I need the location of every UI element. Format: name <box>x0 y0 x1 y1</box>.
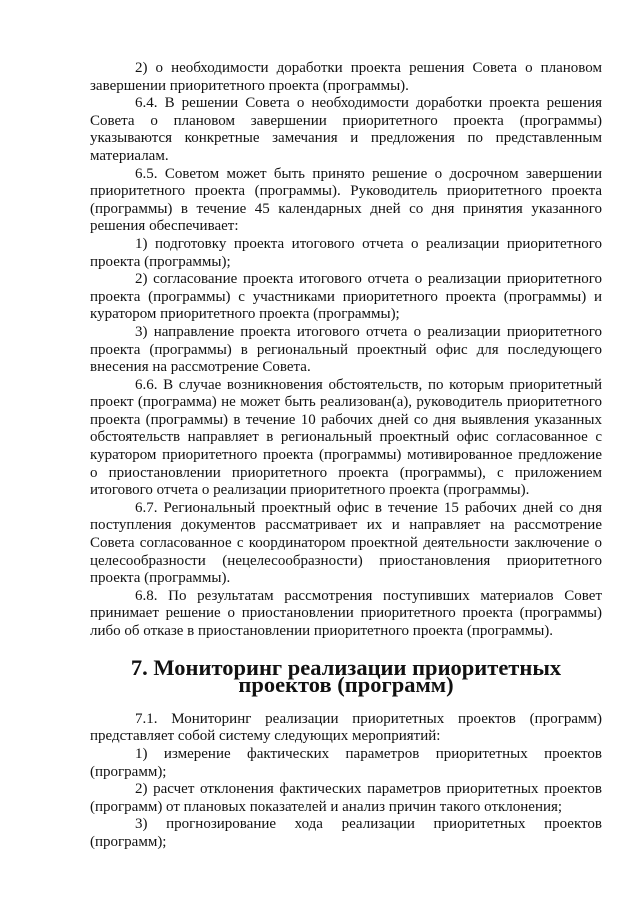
paragraph-7-1: 7.1. Мониторинг реализации приоритетных проектов (программ) представляет собой систему следующих мероприятий: <box>90 710 602 745</box>
paragraph-6-6: 6.6. В случае возникновения обстоятельств, по которым приоритетный проект (программа) не может быть реализован(а), руководитель приоритетного проекта (программы) в течение 10 рабочих дней со дня выявления указанных обстоятельств направляет в региональный проектный офис согласованное с куратором приоритетного проекта (программы) мотивированное предложение о приостановлении приоритетного проекта (программы), с приложением итогового отчета о реализации приоритетного проекта (программы). <box>90 376 602 499</box>
section-heading: 7. Мониторинг реализации приоритетных проектов (программ) <box>130 654 562 698</box>
document-page <box>90 60 602 852</box>
paragraph-2-refinement: 2) о необходимости доработки проекта решения Совета о плановом завершении приоритетного проекта (программы). <box>90 60 602 94</box>
list-item-7-1-3: 3) прогнозирование хода реализации приоритетных проектов (программ); <box>90 816 602 850</box>
list-item-7-1-2: 2) расчет отклонения фактических параметров приоритетных проектов (программ) от плановых показателей и анализ причин такого отклонения; <box>90 781 602 815</box>
paragraph-6-8: 6.8. По результатам рассмотрения поступивших материалов Совет принимает решение о приостановлении приоритетного проекта (программы) либо об отказе в приостановлении приоритетного проекта (программы). <box>90 587 602 639</box>
list-item-6-5-1: 1) подготовку проекта итогового отчета о реализации приоритетного проекта (программы); <box>90 235 602 270</box>
list-item-6-5-2: 2) согласование проекта итогового отчета о реализации приоритетного проекта (программы) с участниками приоритетного проекта (программы) и куратором приоритетного проекта (программы); <box>90 271 602 323</box>
paragraph-6-7: 6.7. Региональный проектный офис в течение 15 рабочих дней со дня поступления документов рассматривает их и направляет на рассмотрение Совета согласованное с координатором проектной деятельности заключение о целесообразности (нецелесообразности) приостановления приоритетного проекта (программы). <box>90 499 602 587</box>
paragraph-6-5: 6.5. Советом может быть принято решение о досрочном завершении приоритетного проекта (программы). Руководитель приоритетного проекта (программы) в течение 45 календарных дней со дня принятия указанного решения обеспечивает: <box>90 165 602 235</box>
paragraph-6-4: 6.4. В решении Совета о необходимости доработки проекта решения Совета о плановом завершении приоритетного проекта (программы) указываются конкретные замечания и предложения по представленным материалам. <box>90 95 602 164</box>
list-item-6-5-3: 3) направление проекта итогового отчета о реализации приоритетного проекта (программы) в региональный проектный офис для последующего внесения на рассмотрение Совета. <box>90 323 602 376</box>
list-item-7-1-1: 1) измерение фактических параметров приоритетных проектов (программ); <box>90 745 602 780</box>
